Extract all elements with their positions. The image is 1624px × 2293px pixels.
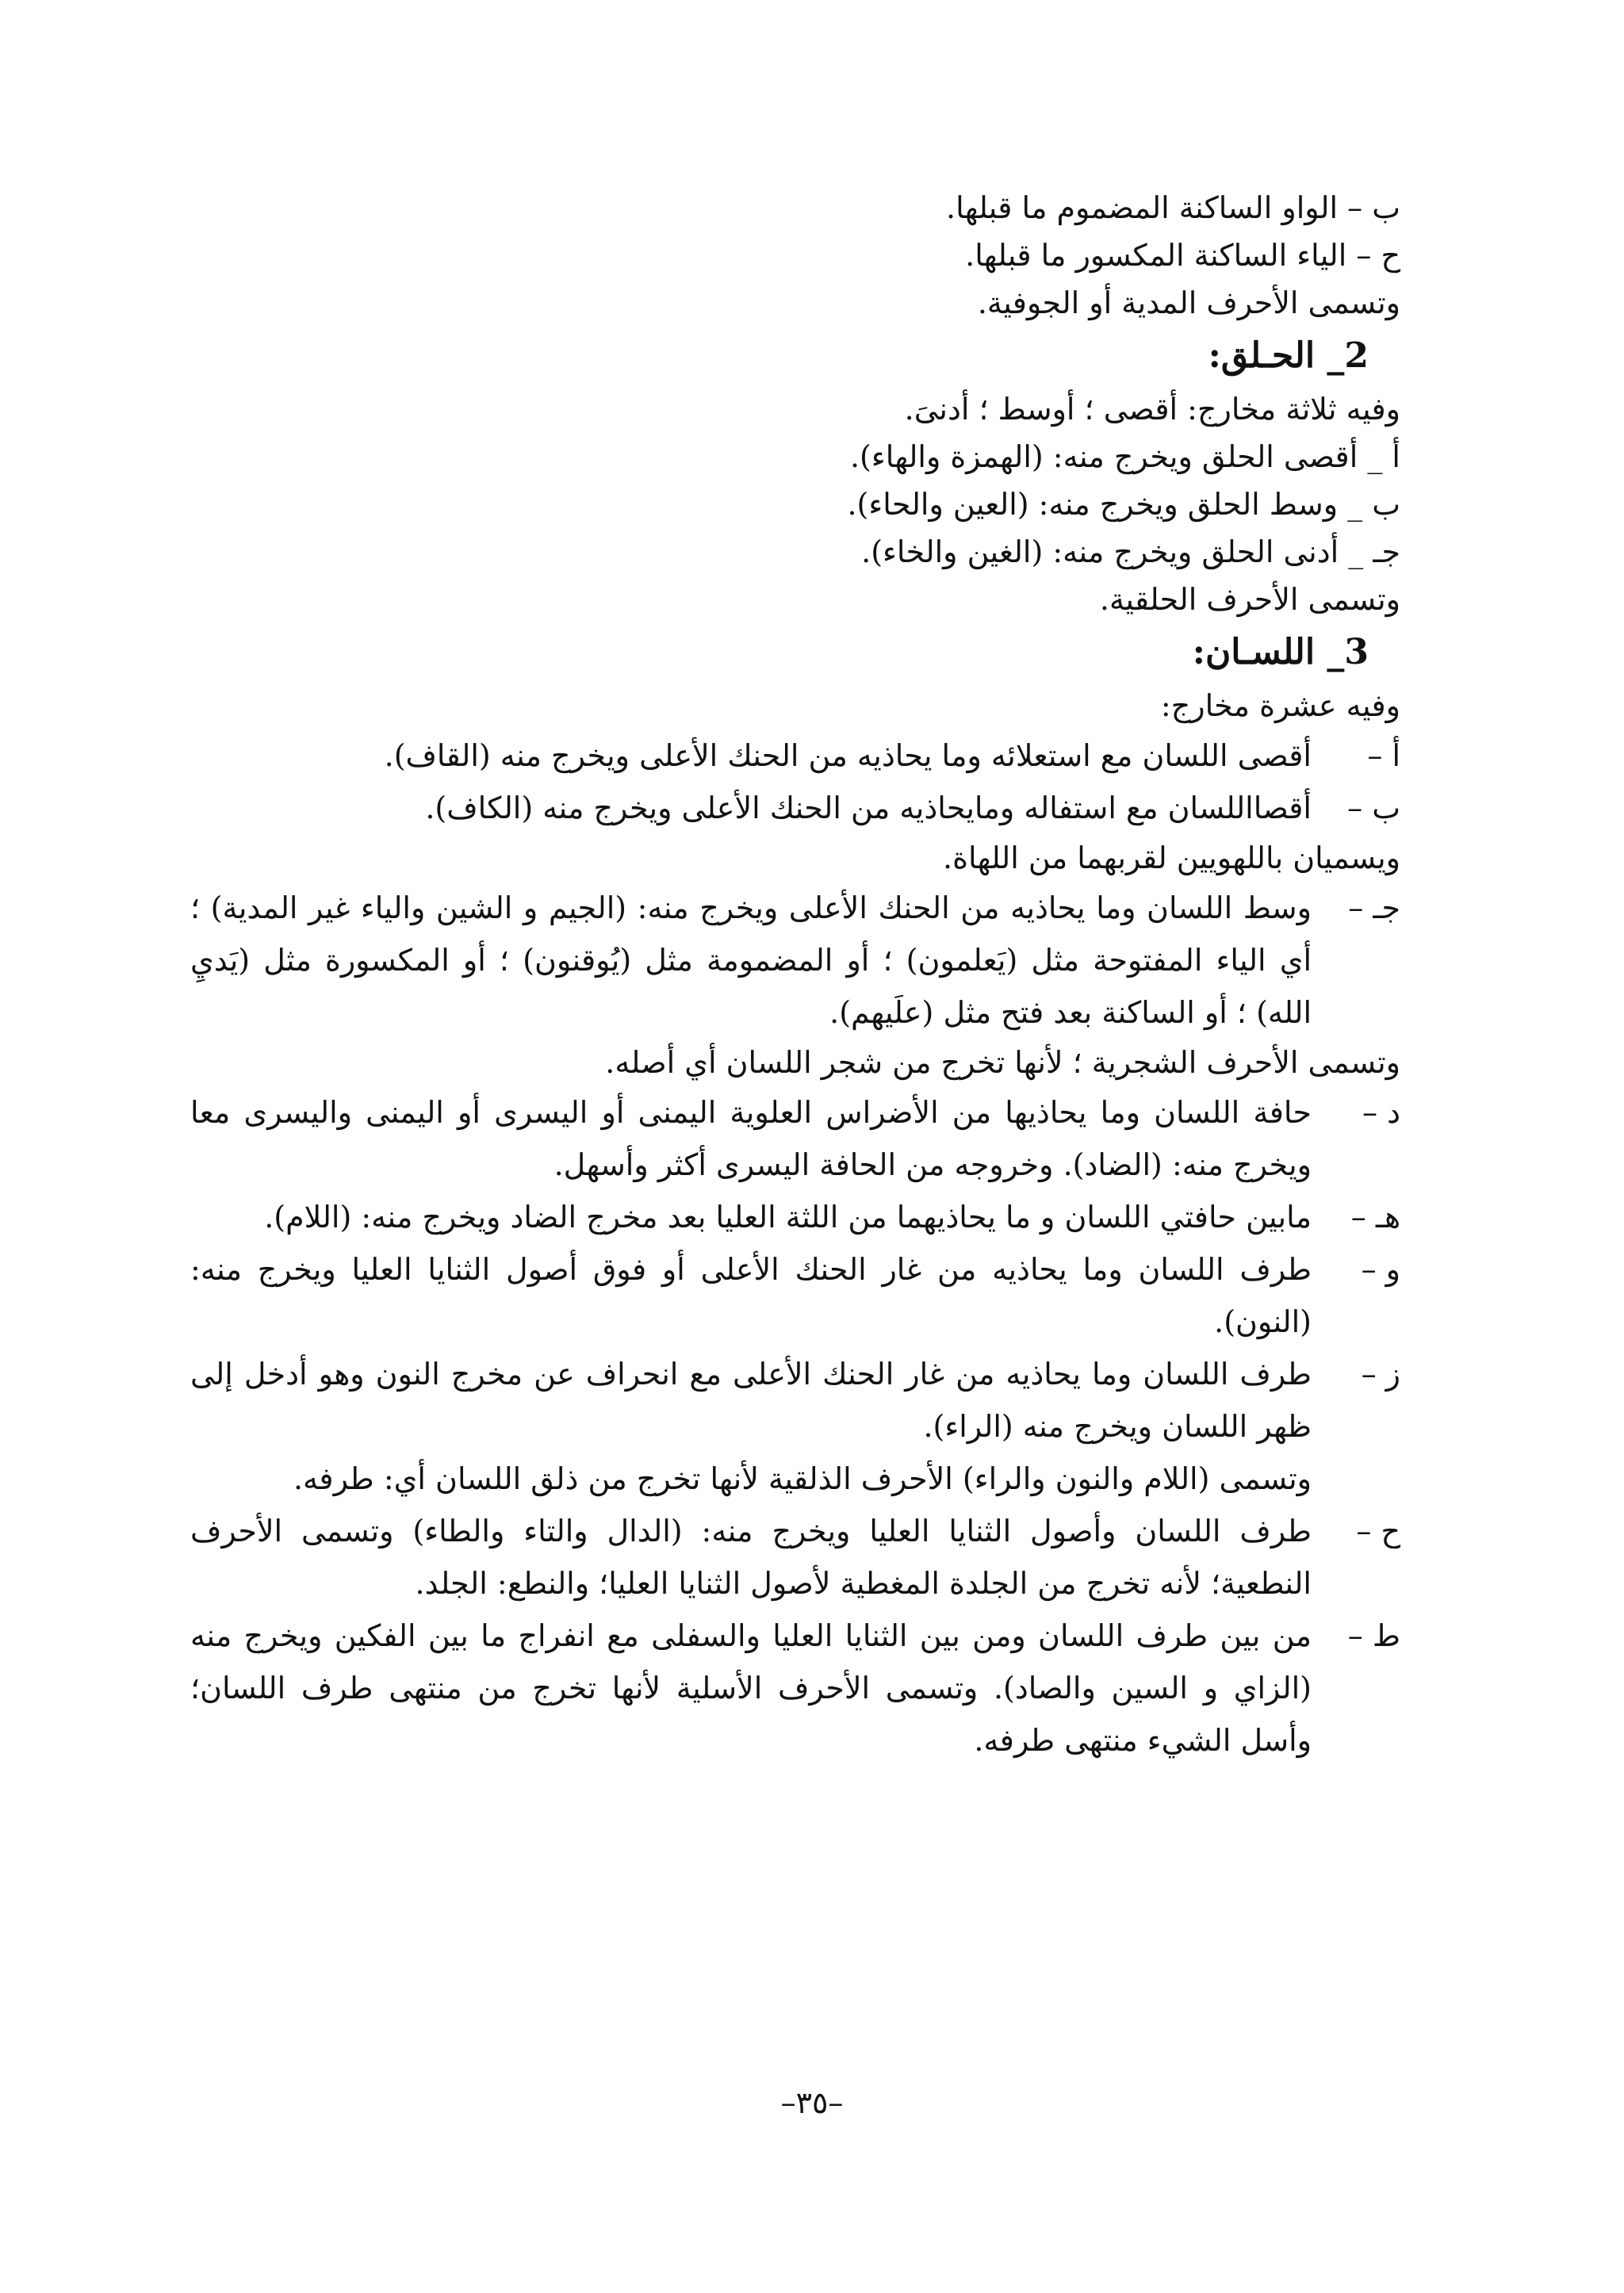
list-item	[190, 729, 1400, 782]
text-line: ب _ وسط الحلق ويخرج منه: (العين والحاء).	[847, 487, 1400, 522]
list-item-text: طرف اللسان وما يحاذيه من غار الحنك الأعلى أو فوق أصول الثنايا العليا ويخرج منه: (النون).	[190, 1252, 1312, 1339]
list-item-marker: ز –	[1361, 1357, 1400, 1391]
list-item-marker: جـ –	[1348, 890, 1400, 925]
list-item-text: أقصااللسان مع استفاله ومايحاذيه من الحنك الأعلى ويخرج منه (الكاف).	[425, 790, 1312, 825]
list-item	[190, 1348, 1400, 1453]
page-body	[190, 184, 1400, 1767]
text-line: أ _ أقصى الحلق ويخرج منه: (الهمزة والهاء).	[849, 439, 1400, 474]
text-line: ب – الواو الساكنة المضموم ما قبلها.	[946, 190, 1400, 225]
text-line: وتسمى الأحرف الشجرية ؛ لأنها تخرج من شجر اللسان أي أصله.	[605, 1045, 1400, 1080]
text-line: وفيه عشرة مخارج:	[1160, 688, 1400, 723]
list-item-marker: هـ –	[1350, 1200, 1400, 1235]
list-item-marker: ط –	[1347, 1618, 1400, 1653]
page-number: –٣٥–	[780, 2085, 844, 2120]
text-line: وتسمى الأحرف المدية أو الجوفية.	[977, 285, 1400, 320]
list-item-marker: ب –	[1347, 790, 1400, 825]
list-item-text: وسط اللسان وما يحاذيه من الحنك الأعلى ويخرج منه: (الجيم و الشين والياء غير المدية) ؛ أي الياء المفتوحة مثل (يَعلمون) ؛ أو المضمومة مثل (يُوقنون) ؛ أو المكسورة مثل (يَديِ الله) ؛ أو الساكنة بعد فتح مثل (علَيهم).	[190, 890, 1312, 1030]
list-item	[190, 1610, 1400, 1767]
list-item-text: حافة اللسان وما يحاذيها من الأضراس العلوية اليمنى أو اليسرى أو اليمنى واليسرى معا ويخرج منه: (الضاد). وخروجه من الحافة اليسرى أكثر وأسهل.	[190, 1095, 1312, 1182]
list-item-marker: أ –	[1367, 738, 1400, 773]
list-item-text: مابين حافتي اللسان و ما يحاذيهما من اللثة العليا بعد مخرج الضاد ويخرج منه: (اللام).	[264, 1200, 1312, 1235]
text-line: وتسمى الأحرف الحلقية.	[1099, 582, 1400, 617]
list-item	[190, 882, 1400, 1039]
list-item	[190, 1086, 1400, 1191]
list-item-marker: د –	[1362, 1095, 1400, 1130]
list-item-marker: و –	[1361, 1252, 1400, 1287]
section-heading-tongue: 3_ اللسـان:	[1192, 632, 1369, 672]
list-item-marker: ح –	[1356, 1514, 1400, 1548]
text-line: ح – الياء الساكنة المكسور ما قبلها.	[965, 238, 1400, 273]
list-item	[190, 1243, 1400, 1348]
text-line: جـ _ أدنى الحلق ويخرج منه: (الغين والخاء).	[861, 534, 1400, 569]
list-item	[190, 1505, 1400, 1610]
text-line: وفيه ثلاثة مخارج: أقصى ؛ أوسط ؛ أدنىَ.	[904, 392, 1400, 427]
section-heading-throat: 2_ الحـلق:	[1208, 335, 1369, 376]
indented-note: وتسمى (اللام والنون والراء) الأحرف الذلقية لأنها تخرج من ذلق اللسان أي: طرفه.	[293, 1461, 1312, 1496]
text-line: ويسميان باللهويين لقربهما من اللهاة.	[943, 840, 1400, 875]
list-item-text: أقصى اللسان مع استعلائه وما يحاذيه من الحنك الأعلى ويخرج منه (القاف).	[384, 738, 1312, 773]
list-item-text: طرف اللسان وأصول الثنايا العليا ويخرج منه: (الدال والتاء والطاء) وتسمى الأحرف النطعية؛ لأنه تخرج من الجلدة المغطية لأصول الثنايا العليا؛ والنطع: الجلد.	[190, 1514, 1312, 1601]
list-item-text: من بين طرف اللسان ومن بين الثنايا العليا والسفلى مع انفراج ما بين الفكين ويخرج منه (الزاي و السين والصاد). وتسمى الأحرف الأسلية لأنها تخرج من منتهى طرف اللسان؛ وأسل الشيء منتهى طرفه.	[190, 1618, 1312, 1758]
list-item-text: طرف اللسان وما يحاذيه من غار الحنك الأعلى مع انحراف عن مخرج النون وهو أدخل إلى ظهر اللسان ويخرج منه (الراء).	[190, 1357, 1312, 1444]
list-item	[190, 1191, 1400, 1243]
list-item	[190, 782, 1400, 834]
